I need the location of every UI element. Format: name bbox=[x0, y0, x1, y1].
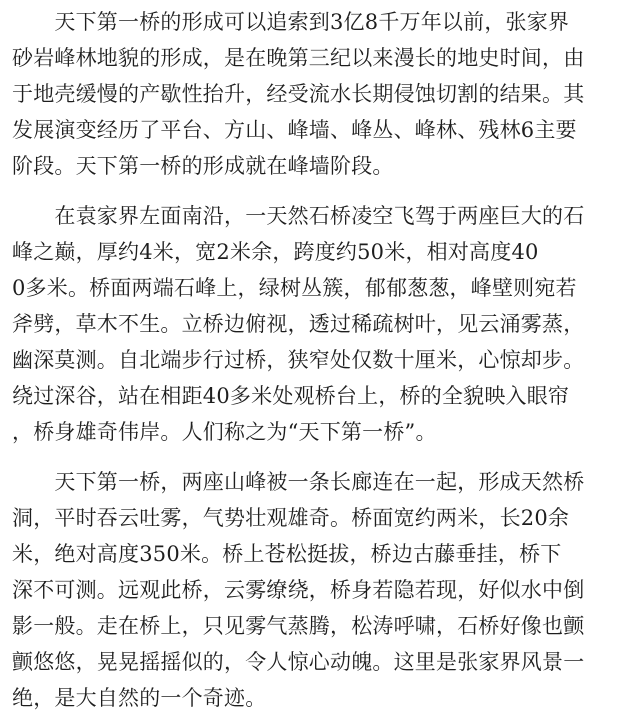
text-line: 米，绝对高度350米。桥上苍松挺拔，桥边古藤垂挂，桥下 bbox=[12, 542, 562, 566]
article-body bbox=[12, 4, 638, 716]
paragraph-gap bbox=[12, 450, 638, 464]
text-line: ，桥身雄奇伟岸。人们称之为“天下第一桥”。 bbox=[12, 420, 437, 444]
paragraph-location bbox=[12, 198, 638, 450]
paragraph-description bbox=[12, 464, 638, 716]
text-line: 天下第一桥，两座山峰被一条长廊连在一起，形成天然桥 bbox=[12, 470, 585, 494]
text-line: 在袁家界左面南沿，一天然石桥凌空飞驾于两座巨大的石 bbox=[12, 204, 585, 228]
text-line: 影一般。走在桥上，只见雾气蒸腾，松涛呼啸，石桥好像也颤 bbox=[12, 614, 585, 638]
text-line: 洞，平时吞云吐雾，气势壮观雄奇。桥面宽约两米，长20余 bbox=[12, 506, 570, 530]
text-line: 0多米。桥面两端石峰上，绿树丛簇，郁郁葱葱，峰壁则宛若 bbox=[12, 276, 577, 300]
text-line: 于地壳缓慢的产歇性抬升，经受流水长期侵蚀切割的结果。其 bbox=[12, 82, 585, 106]
text-line: 绝，是大自然的一个奇迹。 bbox=[12, 686, 267, 710]
text-line: 斧劈，草木不生。立桥边俯视，透过稀疏树叶，见云涌雾蒸， bbox=[12, 312, 585, 336]
text-line: 绕过深谷，站在相距40多米处观桥台上，桥的全貌映入眼帘 bbox=[12, 384, 570, 408]
text-line: 颤悠悠，晃晃摇摇似的，令人惊心动魄。这里是张家界风景一 bbox=[12, 650, 585, 674]
text-line: 峰之巅，厚约4米，宽2米余，跨度约50米，相对高度40 bbox=[12, 240, 539, 264]
paragraph-formation bbox=[12, 4, 638, 184]
text-line: 砂岩峰林地貌的形成，是在晚第三纪以来漫长的地史时间，由 bbox=[12, 46, 585, 70]
text-line: 深不可测。远观此桥，云雾缭绕，桥身若隐若现，好似水中倒 bbox=[12, 578, 585, 602]
paragraph-gap bbox=[12, 184, 638, 198]
text-line: 幽深莫测。自北端步行过桥，狭窄处仅数十厘米，心惊却步。 bbox=[12, 348, 585, 372]
text-line: 发展演变经历了平台、方山、峰墙、峰丛、峰林、残林6主要 bbox=[12, 118, 577, 142]
text-line: 天下第一桥的形成可以追索到3亿8千万年以前，张家界 bbox=[12, 10, 570, 34]
text-line: 阶段。天下第一桥的形成就在峰墙阶段。 bbox=[12, 154, 394, 178]
